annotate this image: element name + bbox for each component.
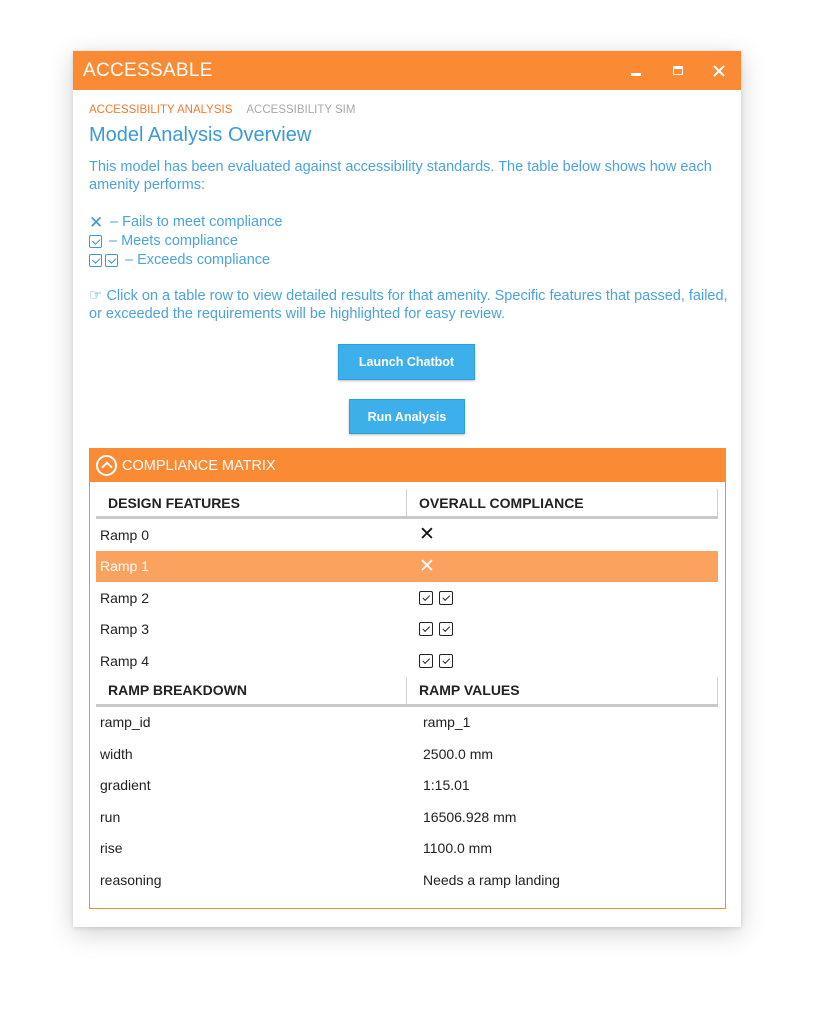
row-compliance	[407, 519, 718, 551]
checkbox-icon	[419, 591, 433, 605]
compliance-table-header	[96, 489, 718, 519]
breakdown-row	[96, 707, 718, 739]
row-compliance	[407, 582, 718, 614]
legend-fails	[89, 213, 725, 232]
breakdown-value: 16506.928 mm	[423, 808, 517, 825]
description-text: This model has been evaluated against accessibility standards. The table below shows how each amenity performs:	[89, 159, 712, 193]
checkbox-icon	[439, 654, 453, 668]
pointing-hand-icon: ☞	[89, 287, 103, 304]
breakdown-value: 2500.0 mm	[423, 745, 494, 762]
breakdown-row	[96, 833, 718, 865]
row-feature-name: Ramp 3	[100, 621, 150, 638]
column-header-overall-compliance[interactable]: OVERALL COMPLIANCE	[407, 489, 718, 516]
breakdown-row	[96, 770, 718, 802]
checkbox-icon	[439, 622, 453, 636]
compliance-matrix-title: COMPLIANCE MATRIX	[122, 457, 276, 474]
breakdown-key: gradient	[100, 777, 151, 794]
compliance-matrix	[89, 448, 726, 909]
breakdown-value: ramp_1	[423, 714, 471, 731]
compliance-matrix-header[interactable]	[90, 449, 725, 482]
breakdown-row	[96, 738, 718, 770]
checkbox-icon	[105, 254, 118, 267]
breakdown-value: 1:15.01	[423, 777, 470, 794]
checkbox-icon	[89, 235, 102, 248]
checkbox-icon	[419, 622, 433, 636]
breakdown-row	[96, 864, 718, 896]
legend	[89, 213, 725, 270]
window-title: ACCESSABLE	[83, 59, 213, 81]
page-title: Model Analysis Overview	[89, 124, 312, 146]
table-row-selected[interactable]	[96, 551, 718, 583]
breakdown-key: reasoning	[100, 871, 162, 888]
breakdown-table-header	[96, 677, 718, 707]
breakdown-value: Needs a ramp landing	[423, 871, 560, 888]
main-content	[73, 90, 741, 323]
row-compliance	[407, 614, 718, 646]
legend-exceeds	[89, 251, 725, 270]
breakdown-value: 1100.0 mm	[423, 840, 492, 857]
checkbox-icon	[89, 254, 102, 267]
app-window	[73, 51, 741, 927]
legend-meets-label: – Meets compliance	[109, 233, 238, 249]
legend-exceeds-label: – Exceeds compliance	[125, 252, 271, 268]
breakdown-key: rise	[100, 840, 123, 857]
compliance-table	[96, 489, 718, 896]
minimize-button[interactable]	[621, 51, 651, 90]
row-feature-name: Ramp 0	[100, 526, 150, 543]
row-feature-name: Ramp 2	[100, 589, 150, 606]
table-row[interactable]	[96, 519, 718, 551]
maximize-icon	[673, 66, 683, 75]
chevron-up-icon[interactable]	[96, 455, 117, 476]
tab-accessibility-sim[interactable]: ACCESSIBILITY SIM	[246, 104, 356, 116]
checkbox-icon	[439, 591, 453, 605]
breakdown-row	[96, 801, 718, 833]
hint-label: Click on a table row to view detailed results for that amenity. Specific features that passed, failed, or exceeded the requirements will be highlighted for easy review.	[89, 288, 728, 322]
legend-meets	[89, 232, 725, 251]
run-analysis-button[interactable]: Run Analysis	[349, 399, 465, 434]
table-row[interactable]	[96, 614, 718, 646]
breakdown-key: run	[100, 808, 121, 825]
cross-icon: ✕	[419, 524, 435, 546]
title-bar[interactable]	[73, 51, 741, 90]
row-feature-name: Ramp 1	[100, 558, 150, 575]
column-header-ramp-values[interactable]: RAMP VALUES	[407, 677, 718, 704]
checkbox-icon	[419, 654, 433, 668]
hint-text	[89, 287, 729, 323]
row-compliance	[407, 645, 718, 677]
maximize-button[interactable]	[663, 51, 693, 90]
row-feature-name: Ramp 4	[100, 652, 150, 669]
table-row[interactable]	[96, 645, 718, 677]
legend-fails-label: – Fails to meet compliance	[110, 214, 283, 230]
tab-accessibility-analysis[interactable]: ACCESSIBILITY ANALYSIS	[89, 104, 233, 116]
cross-icon: ✕	[89, 213, 104, 232]
column-header-design-features[interactable]: DESIGN FEATURES	[96, 489, 407, 516]
close-icon	[713, 65, 725, 77]
cross-icon: ✕	[419, 555, 435, 577]
row-compliance	[407, 551, 718, 583]
breakdown-key: width	[100, 745, 133, 762]
close-button[interactable]	[704, 51, 734, 90]
launch-chatbot-button[interactable]: Launch Chatbot	[338, 344, 475, 380]
tab-bar	[89, 104, 725, 116]
column-header-ramp-breakdown[interactable]: RAMP BREAKDOWN	[96, 677, 407, 704]
table-row[interactable]	[96, 582, 718, 614]
breakdown-key: ramp_id	[100, 714, 151, 731]
minimize-icon	[631, 73, 641, 76]
